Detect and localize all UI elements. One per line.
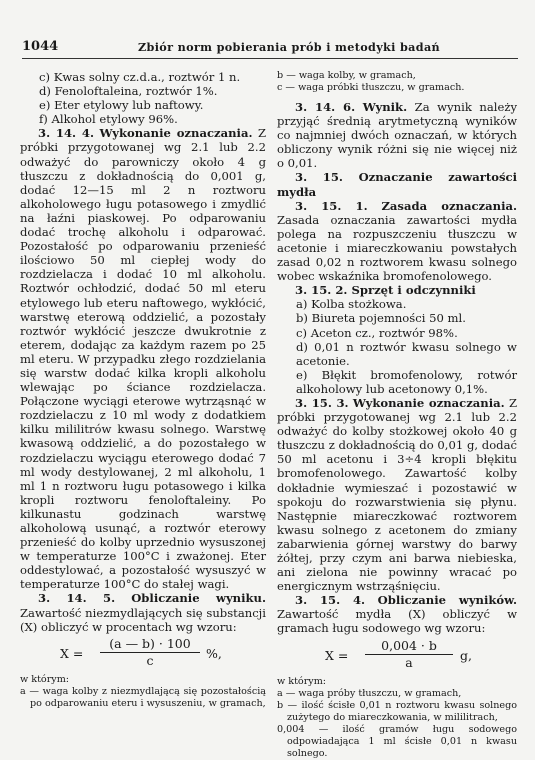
list-item: c) Kwas solny cz.d.a., roztwór 1 n. xyxy=(39,70,241,84)
formula-numerator: (a — b) · 100 xyxy=(100,637,200,653)
formula-mydlo xyxy=(277,636,517,676)
section-number: 3. 14. 5. xyxy=(38,591,116,606)
section-title: Obliczanie wyniku. xyxy=(131,591,267,606)
section-3-15-3 xyxy=(277,396,517,593)
section-number: 3. 15. 1. xyxy=(295,198,368,213)
section-3-14-5 xyxy=(20,591,266,633)
running-title: Zbiór norm pobierania prób i metodyki badań xyxy=(138,40,441,54)
list-item: e) Eter etylowy lub naftowy. xyxy=(39,98,204,113)
formula-denominator: a xyxy=(405,654,413,670)
section-3-14-4 xyxy=(20,126,266,591)
formula-numerator: 0,004 · b xyxy=(365,639,453,655)
legend-a: a — waga próby tłuszczu, w gramach, xyxy=(277,687,462,699)
legend-constant: 0,004 — ilość gramów ługu sodowego odpowiadająca 1 ml ścisłe 0,01 n kwasu solnego. xyxy=(277,723,517,759)
formula-lhs: X = xyxy=(60,645,84,661)
list-item: a) Kolba stożkowa. xyxy=(296,297,407,312)
section-number: 3. 15. 4. xyxy=(295,593,366,608)
section-title: Zasada oznaczania. xyxy=(381,198,518,213)
section-title: Obliczanie wyników. xyxy=(377,593,518,608)
section-3-15-4 xyxy=(277,593,517,635)
formula-unit: g, xyxy=(460,647,472,663)
section-number: 3. 15. 3. xyxy=(295,395,349,410)
list-item: e) Błękit bromofenolowy, rotwór alkoholowy lub acetonowy 0,1%. xyxy=(296,367,517,396)
legend-b: b — ilość ścisłe 0,01 n roztworu kwasu solnego zużytego do miareczkowania, w mililitrach, xyxy=(277,699,517,723)
formula-fraction xyxy=(100,637,200,668)
section-3-14-6 xyxy=(277,100,517,170)
section-heading-3-15-2: 3. 15. 2. Sprzęt i odczynniki xyxy=(295,283,476,298)
section-body: Z próbki przygotowanej wg 2.1 lub 2.2 odważyć do kolby stożkowej około 40 g tłuszczu z dokładnością do 0,01 g, dodać 50 ml acetonu i 3÷4 kropli błękitu bromofenolowego. Zawartość kolby dokładnie wymieszać i pozostawić w spokoju do rozwarstwienia się płynu. Następnie miareczkować roztworem kwasu solnego z acetonem do zmiany zabarwienia górnej warstwy do barwy żółtej, przy czym ani barwa niebieska, ani zielona nie powinny wracać po energicznym wstrząśnięciu. xyxy=(277,395,518,594)
section-body: Zasada oznaczania zawartości mydła polega na rozpuszczeniu tłuszczu w acetonie i miareczkowaniu powstałych zasad 0,02 n roztworem kwasu solnego wobec wskaźnika bromofenolowego. xyxy=(277,212,517,284)
section-heading-3-15: 3. 15. Oznaczanie zawartości mydła xyxy=(277,170,517,199)
where-label: w którym: xyxy=(277,675,327,687)
formula-unit: %, xyxy=(206,645,222,661)
section-number: 3. 14. 4. xyxy=(38,126,94,141)
section-title: Wykonanie oznaczania. xyxy=(99,126,253,141)
left-column xyxy=(20,70,266,710)
section-3-15-1 xyxy=(277,199,517,284)
section-body: Zawartość mydła (X) obliczyć w gramach ługu sodowego wg wzoru: xyxy=(277,607,517,636)
section-number: 3. 14. 6. xyxy=(295,100,356,114)
list-item: d) 0,01 n roztwór kwasu solnego w acetonie. xyxy=(296,339,517,368)
legend-b: b — waga kolby, w gramach, xyxy=(277,70,416,81)
formula-lhs: X = xyxy=(325,647,349,663)
section-body: Z próbki przygotowanej wg 2.1 lub 2.2 odważyć do parowniczy około 4 g tłuszczu z dokładnością do 0,001 g, dodać 12—15 ml 2 n roztworu alkoholowego ługu potasowego i zmydlić na łaźni piaskowej. Po odparowaniu dodać trochę alkoholu i odparować. Pozostałość po odparowaniu przenieść ilościowo 50 ml ciepłej wody do rozdzielacza i dodać 10 ml alkoholu. Roztwór ochłodzić, dodać 50 ml eteru etylowego lub eteru naftowego, wykłócić, warstwę eterową oddzielić, a pozostały roztwór wykłócić jeszcze dwukrotnie z eterem, dodając za każdym razem po 25 ml eteru. W przypadku złego rozdzielania się warstw dodać kilka kropli alkoholu wlewając po ściance rozdzielacza. Połączone wyciągi eterowe wytrząsnąć w rozdzielaczu z 10 ml wody z dodatkiem kilku mililitrów kwasu solnego. Warstwę kwasową oddzielić, a do pozostałego w rozdzielaczu wyciągu eterowego dodać 7 ml wody destylowanej, 2 ml alkoholu, 1 ml 1 n roztworu ługu potasowego i kilka kropli roztworu fenoloftaleiny. Po kilkunastu godzinach warstwę alkoholową usunąć, a roztwór eterowy przenieść do kolby uprzednio wysuszonej w temperaturze 100°C i zważonej. Eter oddestylować, a pozostałość wysuszyć w temperaturze 100°C do stałej wagi. xyxy=(20,126,267,592)
list-item: d) Fenoloftaleina, roztwór 1%. xyxy=(39,84,218,99)
list-item: c) Aceton cz., roztwór 98%. xyxy=(296,325,458,340)
formula-denominator: c xyxy=(146,652,154,668)
formula-fraction xyxy=(365,639,453,670)
right-column xyxy=(277,70,517,760)
page-number: 1044 xyxy=(22,39,59,54)
where-label: w którym: xyxy=(20,673,70,685)
page-header xyxy=(22,36,518,59)
list-item: b) Biureta pojemności 50 ml. xyxy=(296,311,466,326)
section-body: Za wynik należy przyjąć średnią arytmetyczną wyników co najmniej dwóch oznaczań, w których obliczony wynik różni się nie więcej niż o 0,01. xyxy=(277,100,518,171)
section-title: Wykonanie oznaczania. xyxy=(352,395,505,410)
legend-c: c — waga próbki tłuszczu, w gramach. xyxy=(277,82,465,93)
section-body: Zawartość niezmydlających się substancji (X) obliczyć w procentach wg wzoru: xyxy=(20,605,266,634)
list-item: f) Alkohol etylowy 96%. xyxy=(39,112,178,127)
legend-a: a — waga kolby z niezmydlającą się pozostałością po odparowaniu eteru i wysuszeniu, w gramach, xyxy=(20,685,266,709)
formula-niezmydlajace xyxy=(20,634,266,674)
section-title: Wynik. xyxy=(362,100,408,114)
